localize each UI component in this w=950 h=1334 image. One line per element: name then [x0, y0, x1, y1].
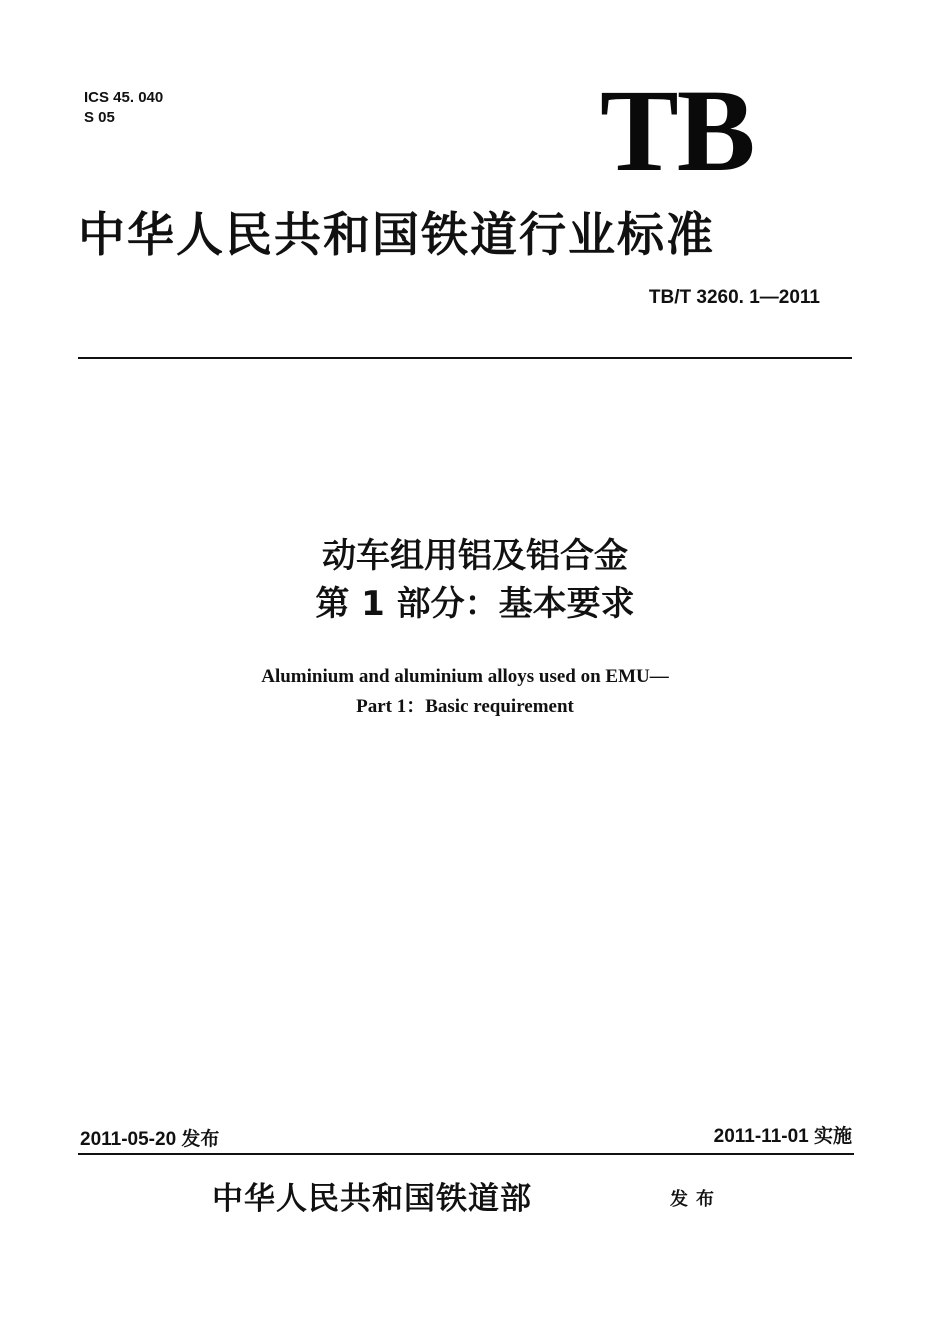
ics-code: ICS 45. 040	[84, 89, 164, 106]
category-code: S 05	[84, 109, 115, 126]
standard-number: TB/T 3260. 1—2011	[648, 287, 820, 308]
title-cn-line-2: 第 1 部分：基本要求	[315, 584, 635, 624]
bottom-divider	[78, 1153, 854, 1155]
implementation-date: 2011-11-01 实施	[713, 1126, 852, 1147]
publish-label: 发布	[670, 1189, 722, 1210]
title-cn-line-1: 动车组用铝及铝合金	[322, 536, 628, 576]
title-en-line-1: Aluminium and aluminium alloys used on EMU—	[261, 666, 669, 687]
title-en-line-2: Part 1：Basic requirement	[356, 696, 574, 717]
standard-title: 中华人民共和国铁道行业标准	[78, 208, 715, 263]
classification-codes	[84, 88, 163, 128]
document-title-en	[0, 662, 930, 722]
tb-logo: TB	[600, 65, 754, 196]
publisher-name: 中华人民共和国铁道部	[212, 1181, 532, 1217]
top-divider	[78, 357, 852, 359]
document-title-cn	[0, 532, 950, 628]
issue-date: 2011-05-20 发布	[80, 1129, 220, 1150]
